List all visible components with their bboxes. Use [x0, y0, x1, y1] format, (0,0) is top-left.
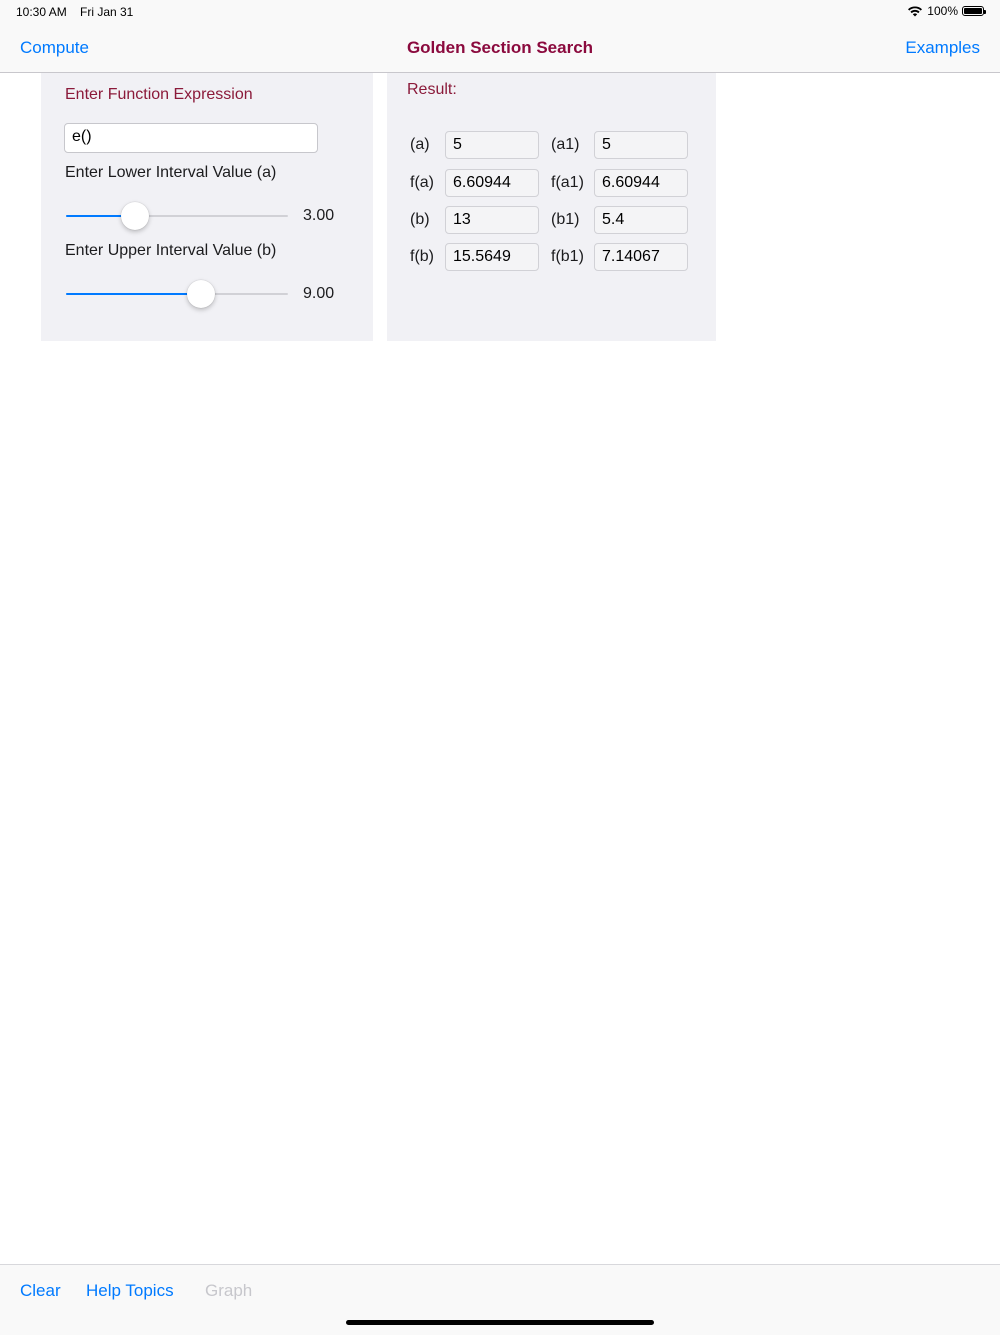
slider-thumb[interactable]	[121, 202, 149, 230]
slider-fill	[66, 293, 201, 295]
battery-percent: 100%	[927, 4, 958, 18]
home-indicator	[346, 1320, 654, 1325]
b1-label: (b1)	[551, 211, 580, 228]
a1-value-field[interactable]: 5	[594, 131, 688, 159]
expression-input[interactable]: e()	[64, 123, 318, 153]
fb-label: f(b)	[410, 248, 434, 265]
slider-thumb[interactable]	[187, 280, 215, 308]
graph-button[interactable]: Graph	[205, 1281, 253, 1300]
result-title: Result:	[407, 81, 457, 98]
wifi-icon	[907, 5, 923, 17]
lower-interval-value: 3.00	[303, 207, 335, 224]
a-value-field[interactable]: 5	[445, 131, 539, 159]
expression-label: Enter Function Expression	[65, 86, 253, 103]
navigation-bar	[0, 24, 1000, 73]
page-title: Golden Section Search	[406, 38, 594, 57]
fa1-label: f(a1)	[551, 174, 584, 191]
upper-interval-slider[interactable]	[66, 280, 288, 308]
help-topics-button[interactable]: Help Topics	[86, 1281, 174, 1300]
b-value-field[interactable]: 13	[445, 206, 539, 234]
input-panel	[41, 73, 373, 341]
lower-interval-slider[interactable]	[66, 202, 288, 230]
status-time: 10:30 AM	[16, 5, 67, 19]
clear-button[interactable]: Clear	[20, 1281, 61, 1300]
status-date: Fri Jan 31	[80, 5, 134, 19]
upper-interval-value: 9.00	[303, 285, 335, 302]
result-panel	[387, 73, 716, 341]
fb1-value-field[interactable]: 7.14067	[594, 243, 688, 271]
lower-interval-label: Enter Lower Interval Value (a)	[65, 164, 277, 181]
upper-interval-label: Enter Upper Interval Value (b)	[65, 242, 277, 259]
status-indicators	[907, 4, 984, 18]
fb1-label: f(b1)	[551, 248, 584, 265]
compute-button[interactable]: Compute	[20, 38, 89, 57]
b1-value-field[interactable]: 5.4	[594, 206, 688, 234]
b-label: (b)	[410, 211, 430, 228]
examples-button[interactable]: Examples	[905, 38, 980, 57]
fa-label: f(a)	[410, 174, 434, 191]
fa1-value-field[interactable]: 6.60944	[594, 169, 688, 197]
battery-icon	[962, 6, 984, 16]
fa-value-field[interactable]: 6.60944	[445, 169, 539, 197]
a1-label: (a1)	[551, 136, 580, 153]
a-label: (a)	[410, 136, 430, 153]
fb-value-field[interactable]: 15.5649	[445, 243, 539, 271]
status-bar	[0, 0, 1000, 24]
